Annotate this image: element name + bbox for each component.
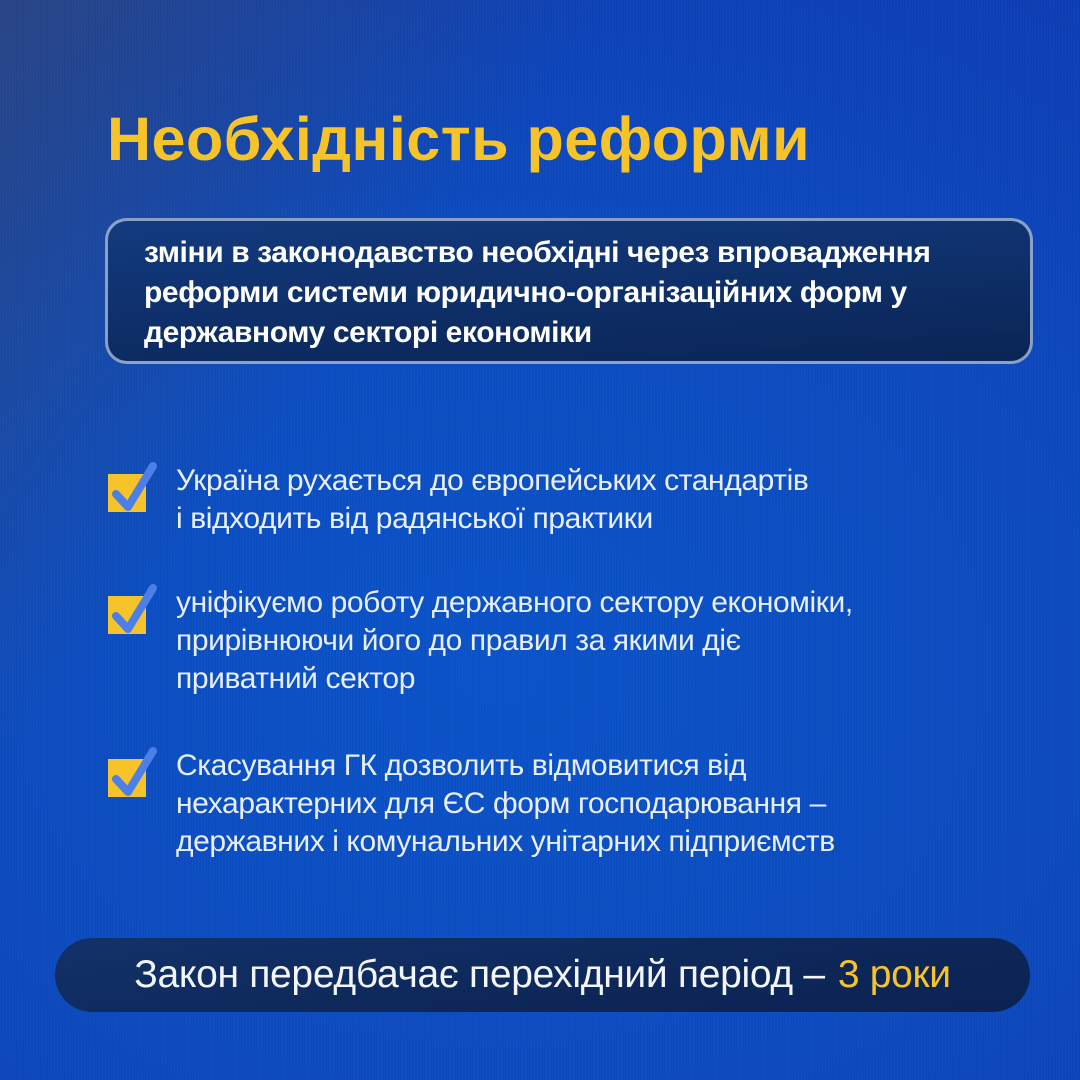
checkbox	[108, 759, 146, 797]
list-item-line: прирівнюючи його до правил за якими діє	[176, 624, 741, 657]
list-item-line: приватний сектор	[176, 662, 415, 695]
list-item-text	[176, 584, 853, 698]
summary-line: реформи системи юридично-організаційних форм у	[144, 276, 907, 309]
summary-panel	[105, 218, 1033, 364]
list-item	[108, 747, 835, 861]
list-item-line: нехарактерних для ЄС форм господарювання –	[176, 787, 826, 820]
list-item	[108, 462, 808, 538]
footer-highlight: 3 роки	[837, 953, 951, 996]
list-item-line: Скасування ГК дозволить відмовитися від	[176, 749, 747, 782]
list-item-line: і відходить від радянської практики	[176, 502, 653, 535]
summary-line: державному секторі економіки	[144, 316, 592, 349]
summary-line: зміни в законодавство необхідні через впровадження	[144, 236, 931, 269]
list-item-text	[176, 462, 808, 538]
list-item-line: Україна рухається до європейських стандартів	[176, 464, 809, 497]
list-item-line: уніфікуємо роботу державного сектору економіки,	[176, 586, 853, 619]
footer-banner	[55, 938, 1030, 1012]
list-item	[108, 584, 853, 698]
list-item-text	[176, 747, 835, 861]
page-title: Необхідність реформи	[107, 105, 811, 173]
checkbox	[108, 474, 146, 512]
checkbox	[108, 596, 146, 634]
list-item-line: державних і комунальних унітарних підприємств	[176, 825, 835, 858]
footer-text: Закон передбачає перехідний період –	[134, 953, 825, 996]
